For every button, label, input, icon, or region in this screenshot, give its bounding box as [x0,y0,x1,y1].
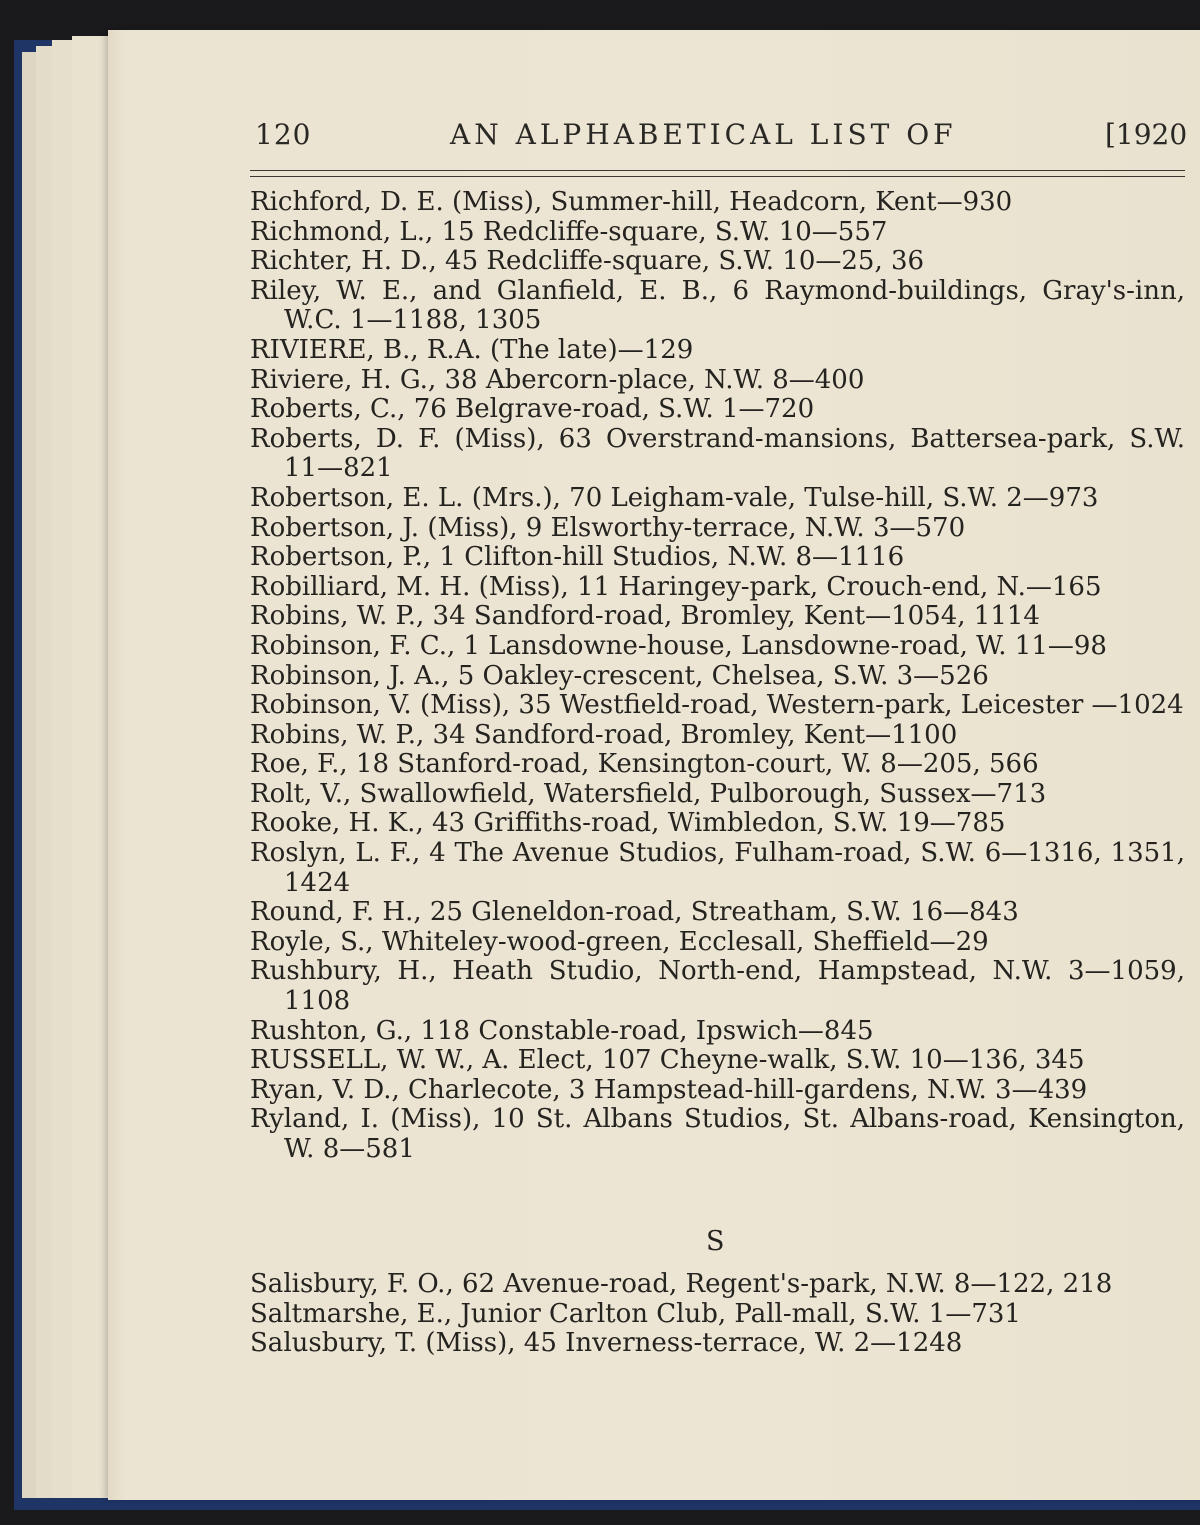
list-item: RUSSELL, W. W., A. Elect, 107 Cheyne-walk, S.W. 10—136, 345 [250,1045,1085,1076]
list-item: Roslyn, L. F., 4 The Avenue Studios, Fulham-road, S.W. 6—1316, 1351, 1424 [250,838,1185,898]
list-item: Rushton, G., 118 Constable-road, Ipswich—845 [250,1015,874,1046]
list-item: Rooke, H. K., 43 Griffiths-road, Wimbledon, S.W. 19—785 [250,808,1006,839]
list-item: Royle, S., Whiteley-wood-green, Ecclesall, Sheffield—29 [250,926,989,957]
list-item: Robins, W. P., 34 Sandford-road, Bromley, Kent—1054, 1114 [250,601,1040,632]
list-item: Robertson, J. (Miss), 9 Elsworthy-terrace, N.W. 3—570 [250,512,966,543]
list-item: Robinson, V. (Miss), 35 Westfield-road, Western-park, Leicester —1024 [250,690,1184,721]
header-rule [250,176,1185,177]
list-item: Ryland, I. (Miss), 10 St. Albans Studios, St. Albans-road, Kensington, W. 8—581 [250,1104,1185,1164]
list-item: Riley, W. E., and Glanfield, E. B., 6 Raymond-buildings, Gray's-inn, W.C. 1—1188, 1305 [250,275,1185,336]
running-title: AN ALPHABETICAL LIST OF [450,118,957,151]
entry-list-s [250,1270,1185,1359]
running-head [0,118,1200,158]
list-item: Robertson, P., 1 Clifton-hill Studios, N.W. 8—1116 [250,542,905,573]
list-item: Robertson, E. L. (Mrs.), 70 Leigham-vale, Tulse-hill, S.W. 2—973 [250,482,1099,513]
page-number: 120 [255,118,312,151]
entry-list-r [250,188,1185,1165]
list-item: Salusbury, T. (Miss), 45 Inverness-terrace, W. 2—1248 [250,1328,963,1359]
section-letter: S [706,1226,725,1257]
list-item: Robinson, J. A., 5 Oakley-crescent, Chelsea, S.W. 3—526 [250,660,989,691]
list-item: Richford, D. E. (Miss), Summer-hill, Headcorn, Kent—930 [250,187,1013,217]
list-item: Rushbury, H., Heath Studio, North-end, Hampstead, N.W. 3—1059, 1108 [250,956,1185,1017]
list-item: Robilliard, M. H. (Miss), 11 Haringey-park, Crouch-end, N.—165 [250,571,1102,602]
list-item: Richter, H. D., 45 Redcliffe-square, S.W. 10—25, 36 [250,246,925,277]
list-item: Roberts, C., 76 Belgrave-road, S.W. 1—720 [250,394,815,425]
list-item: Robins, W. P., 34 Sandford-road, Bromley, Kent—1100 [250,719,958,750]
header-rule [250,170,1185,171]
list-item: Ryan, V. D., Charlecote, 3 Hampstead-hill-gardens, N.W. 3—439 [250,1074,1088,1105]
list-item: Salisbury, F. O., 62 Avenue-road, Regent's-park, N.W. 8—122, 218 [250,1269,1113,1299]
list-item: Riviere, H. G., 38 Abercorn-place, N.W. 8—400 [250,364,865,395]
list-item: Robinson, F. C., 1 Lansdowne-house, Lansdowne-road, W. 11—98 [250,630,1107,661]
list-item: Roe, F., 18 Stanford-road, Kensington-court, W. 8—205, 566 [250,749,1039,780]
list-item: Richmond, L., 15 Redcliffe-square, S.W. 10—557 [250,216,888,247]
list-item: Round, F. H., 25 Gleneldon-road, Streatham, S.W. 16—843 [250,897,1019,928]
running-year: [1920 [1105,118,1188,151]
list-item: Roberts, D. F. (Miss), 63 Overstrand-mansions, Battersea-park, S.W. 11—821 [250,423,1185,484]
list-item: Rolt, V., Swallowfield, Watersfield, Pulborough, Sussex—713 [250,778,1047,809]
list-item: RIVIERE, B., R.A. (The late)—129 [250,334,694,365]
list-item: Saltmarshe, E., Junior Carlton Club, Pall-mall, S.W. 1—731 [250,1298,1021,1329]
